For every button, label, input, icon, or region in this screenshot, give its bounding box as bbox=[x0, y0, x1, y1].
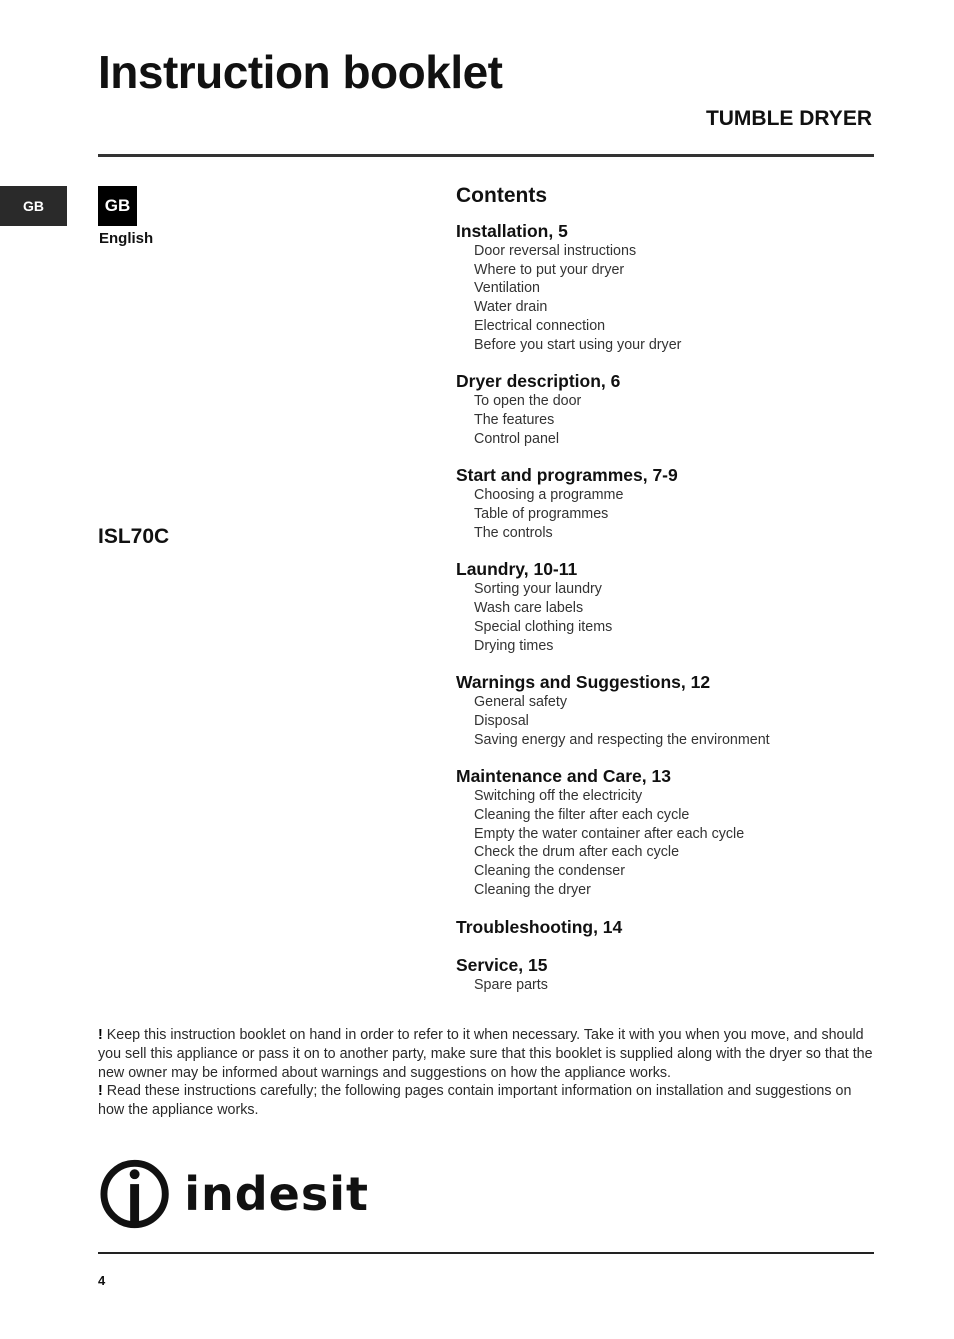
toc-section bbox=[456, 671, 876, 749]
toc-item: Control panel bbox=[474, 430, 560, 447]
toc-item: Ventilation bbox=[474, 280, 540, 297]
toc-item: Disposal bbox=[474, 712, 529, 729]
toc-section-heading: Maintenance and Care, 13 bbox=[456, 766, 671, 787]
model-number: ISL70C bbox=[98, 525, 170, 548]
toc-item: Empty the water container after each cycle bbox=[474, 825, 745, 842]
toc-section-heading: Start and programmes, 7-9 bbox=[456, 465, 678, 486]
toc-item: Electrical connection bbox=[474, 317, 606, 334]
toc-item: Cleaning the filter after each cycle bbox=[474, 807, 690, 824]
toc-item: Wash care labels bbox=[474, 600, 584, 617]
indesit-i-circle-icon bbox=[99, 1158, 170, 1230]
toc-section bbox=[456, 220, 876, 354]
language-code-badge: GB bbox=[98, 186, 137, 226]
toc-item: Cleaning the condenser bbox=[474, 863, 626, 880]
page-title: Instruction booklet bbox=[98, 46, 503, 98]
toc-section-heading: Service, 15 bbox=[456, 954, 548, 975]
toc-item: Saving energy and respecting the environment bbox=[474, 731, 770, 748]
toc-item: Drying times bbox=[474, 637, 554, 654]
toc-item: Water drain bbox=[474, 299, 548, 316]
warning-mark-icon: ! bbox=[98, 1083, 103, 1100]
header-divider bbox=[98, 154, 874, 157]
toc-item: To open the door bbox=[474, 393, 582, 410]
note-text: Keep this instruction booklet on hand in order to refer to it when necessary. Take it with you when you move, and should you sell this appliance or pass it on to another party, make sure that this booklet is supplied along with the dryer so that the new owner may be informed about warnings and suggestions on how the appliance works. bbox=[98, 1027, 873, 1081]
language-name: English bbox=[99, 230, 154, 247]
toc-item: The controls bbox=[474, 524, 553, 541]
footer-divider bbox=[98, 1252, 874, 1254]
page-number: 4 bbox=[98, 1273, 106, 1288]
note-text: Read these instructions carefully; the following pages contain important information on installation and suggestions on how the appliance works. bbox=[98, 1083, 852, 1119]
toc-section bbox=[456, 954, 876, 995]
toc-section-heading: Dryer description, 6 bbox=[456, 371, 621, 392]
note-keep-booklet bbox=[98, 1026, 874, 1082]
toc-section-heading: Troubleshooting, 14 bbox=[456, 916, 623, 937]
toc-item: Sorting your laundry bbox=[474, 581, 602, 598]
toc-item: Cleaning the dryer bbox=[474, 881, 591, 898]
toc-item: Choosing a programme bbox=[474, 487, 624, 504]
toc-section-heading: Laundry, 10-11 bbox=[456, 559, 578, 580]
contents-title: Contents bbox=[456, 184, 547, 207]
toc-section bbox=[456, 765, 876, 899]
toc-section bbox=[456, 916, 876, 938]
notes-block bbox=[98, 1026, 874, 1120]
table-of-contents bbox=[456, 182, 876, 1010]
toc-section-heading: Warnings and Suggestions, 12 bbox=[456, 672, 711, 693]
toc-item: Check the drum after each cycle bbox=[474, 844, 680, 861]
toc-item: The features bbox=[474, 411, 555, 428]
toc-item: Spare parts bbox=[474, 976, 548, 993]
toc-item: Table of programmes bbox=[474, 506, 609, 523]
toc-section bbox=[456, 558, 876, 655]
language-side-tab: GB bbox=[0, 186, 67, 226]
toc-item: Door reversal instructions bbox=[474, 243, 637, 259]
toc-item: General safety bbox=[474, 694, 567, 711]
warning-mark-icon: ! bbox=[98, 1027, 103, 1043]
toc-item: Switching off the electricity bbox=[474, 788, 643, 805]
toc-item: Where to put your dryer bbox=[474, 261, 625, 278]
brand-logo bbox=[99, 1158, 369, 1230]
toc-section-heading: Installation, 5 bbox=[456, 221, 568, 241]
toc-item: Special clothing items bbox=[474, 618, 613, 635]
toc-item: Before you start using your dryer bbox=[474, 336, 682, 353]
toc-section bbox=[456, 464, 876, 542]
note-read-carefully bbox=[98, 1082, 874, 1120]
product-type: TUMBLE DRYER bbox=[705, 107, 872, 130]
brand-wordmark: indesit bbox=[184, 1167, 369, 1221]
toc-section bbox=[456, 370, 876, 448]
toc-sections bbox=[456, 220, 876, 994]
